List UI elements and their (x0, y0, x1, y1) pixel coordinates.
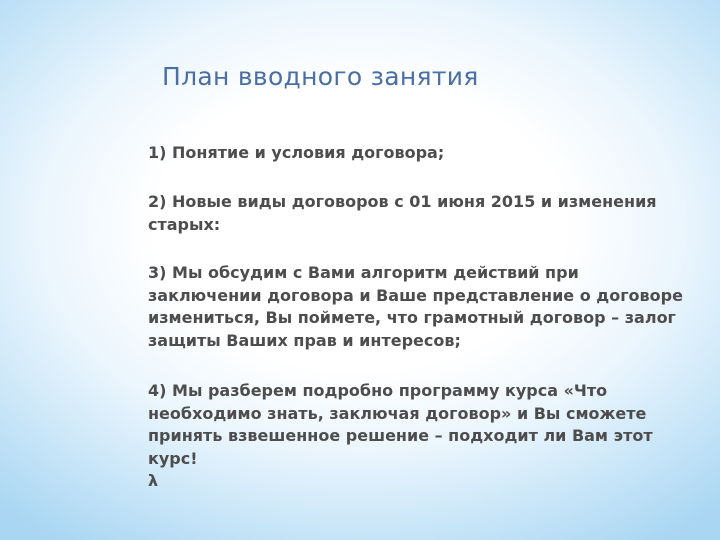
item-line: 3) Мы обсудим с Вами алгоритм действий при (148, 263, 579, 282)
item-line: старых: (148, 214, 221, 234)
item-line: 1) Понятие и условия договора; (148, 143, 445, 162)
item-line: необходимо знать, заключая договор» и Вы сможете (148, 403, 647, 423)
item-line: измениться, Вы поймете, что грамотный договор – залог (148, 308, 676, 327)
list-item (148, 191, 693, 236)
item-line: λ (148, 471, 159, 490)
item-line: 4) Мы разберем подробно программу курса «Что (148, 381, 608, 400)
item-line: заключении договора и Ваше представление о договоре (148, 285, 683, 305)
item-line: принять взвешенное решение – подходит ли Вам этот (148, 426, 653, 445)
item-line: защиты Ваших прав и интересов; (148, 330, 461, 350)
list-item (148, 380, 693, 493)
item-line: 2) Новые виды договоров с 01 июня 2015 и изменения (148, 192, 657, 211)
list-item (148, 262, 693, 352)
item-line: курс! (148, 448, 198, 468)
list-item (148, 142, 693, 165)
slide-title: План вводного занятия (162, 62, 479, 91)
